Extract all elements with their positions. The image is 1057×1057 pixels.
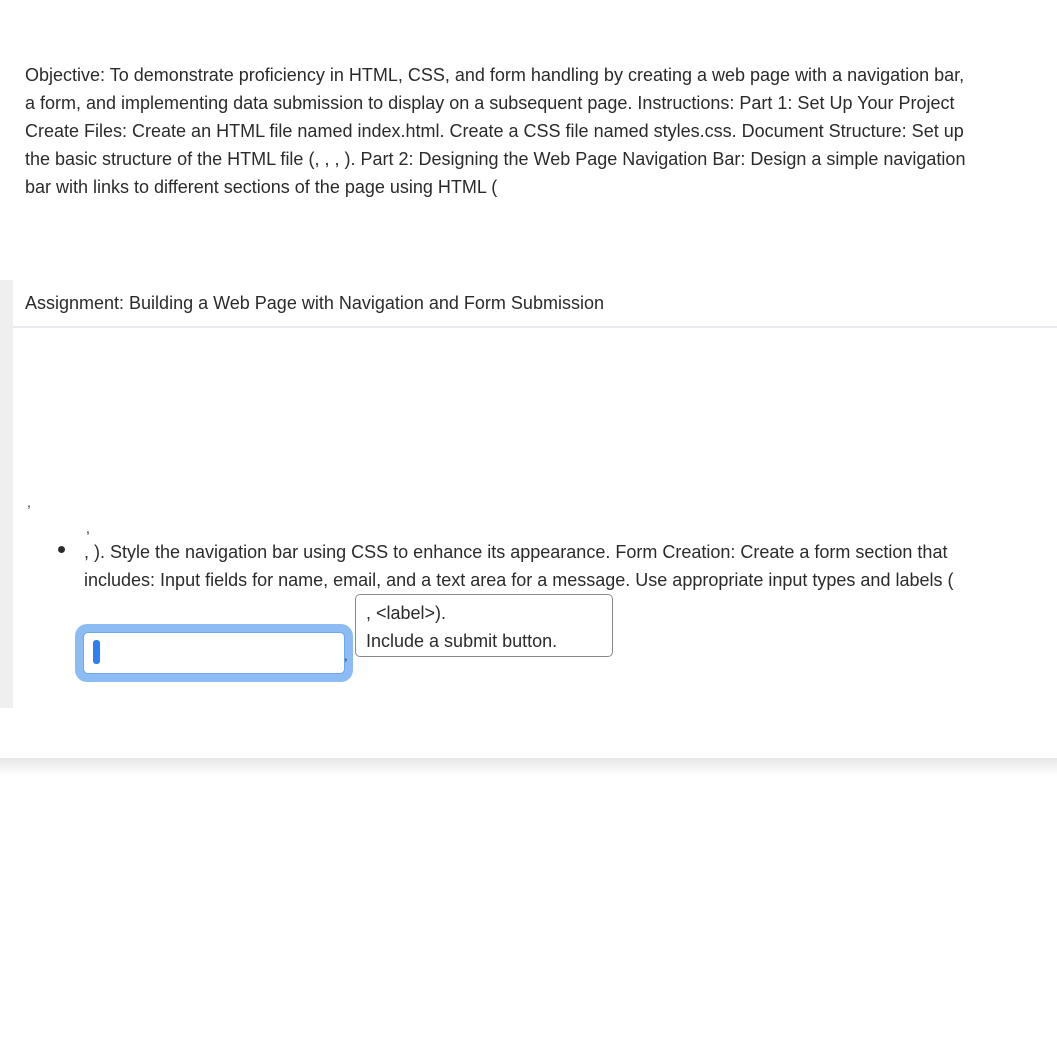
text-input[interactable] (83, 632, 345, 674)
body-line: Objective: To demonstrate proficiency in HTML, CSS, and form handling by creating a web page with a navigation bar, (25, 65, 965, 85)
bullet-marker (58, 546, 65, 553)
panel-bottom-shadow (0, 758, 1057, 776)
body-line: bar with links to different sections of the page using HTML ( (25, 177, 498, 197)
separator-comma: , (344, 648, 348, 663)
assignment-title: Assignment: Building a Web Page with Navigation and Form Submission (25, 293, 604, 313)
left-rail (0, 280, 13, 708)
list-item-line: includes: Input fields for name, email, and a text area for a message. Use appropriate input types and labels ( (84, 570, 954, 590)
stray-comma: , (27, 494, 31, 510)
list-item (84, 538, 1054, 594)
assignment-body (25, 61, 1057, 201)
body-line: the basic structure of the HTML file (, , , ). Part 2: Designing the Web Page Navigation Bar: Design a simple navigation (25, 149, 966, 169)
body-line: a form, and implementing data submission to display on a subsequent page. Instructions: Part 1: Set Up Your Project (25, 93, 955, 113)
label-tooltip (355, 594, 613, 657)
assignment-header (13, 280, 1057, 328)
tooltip-line: , <label>). (366, 603, 447, 623)
tooltip-line: Include a submit button. (366, 631, 558, 651)
text-cursor (93, 640, 100, 664)
body-line: Create Files: Create an HTML file named index.html. Create a CSS file named styles.css. Document Structure: Set up (25, 121, 964, 141)
list-item-line: , ). Style the navigation bar using CSS to enhance its appearance. Form Creation: Create a form section that (84, 542, 948, 562)
stray-comma: , (86, 520, 90, 536)
